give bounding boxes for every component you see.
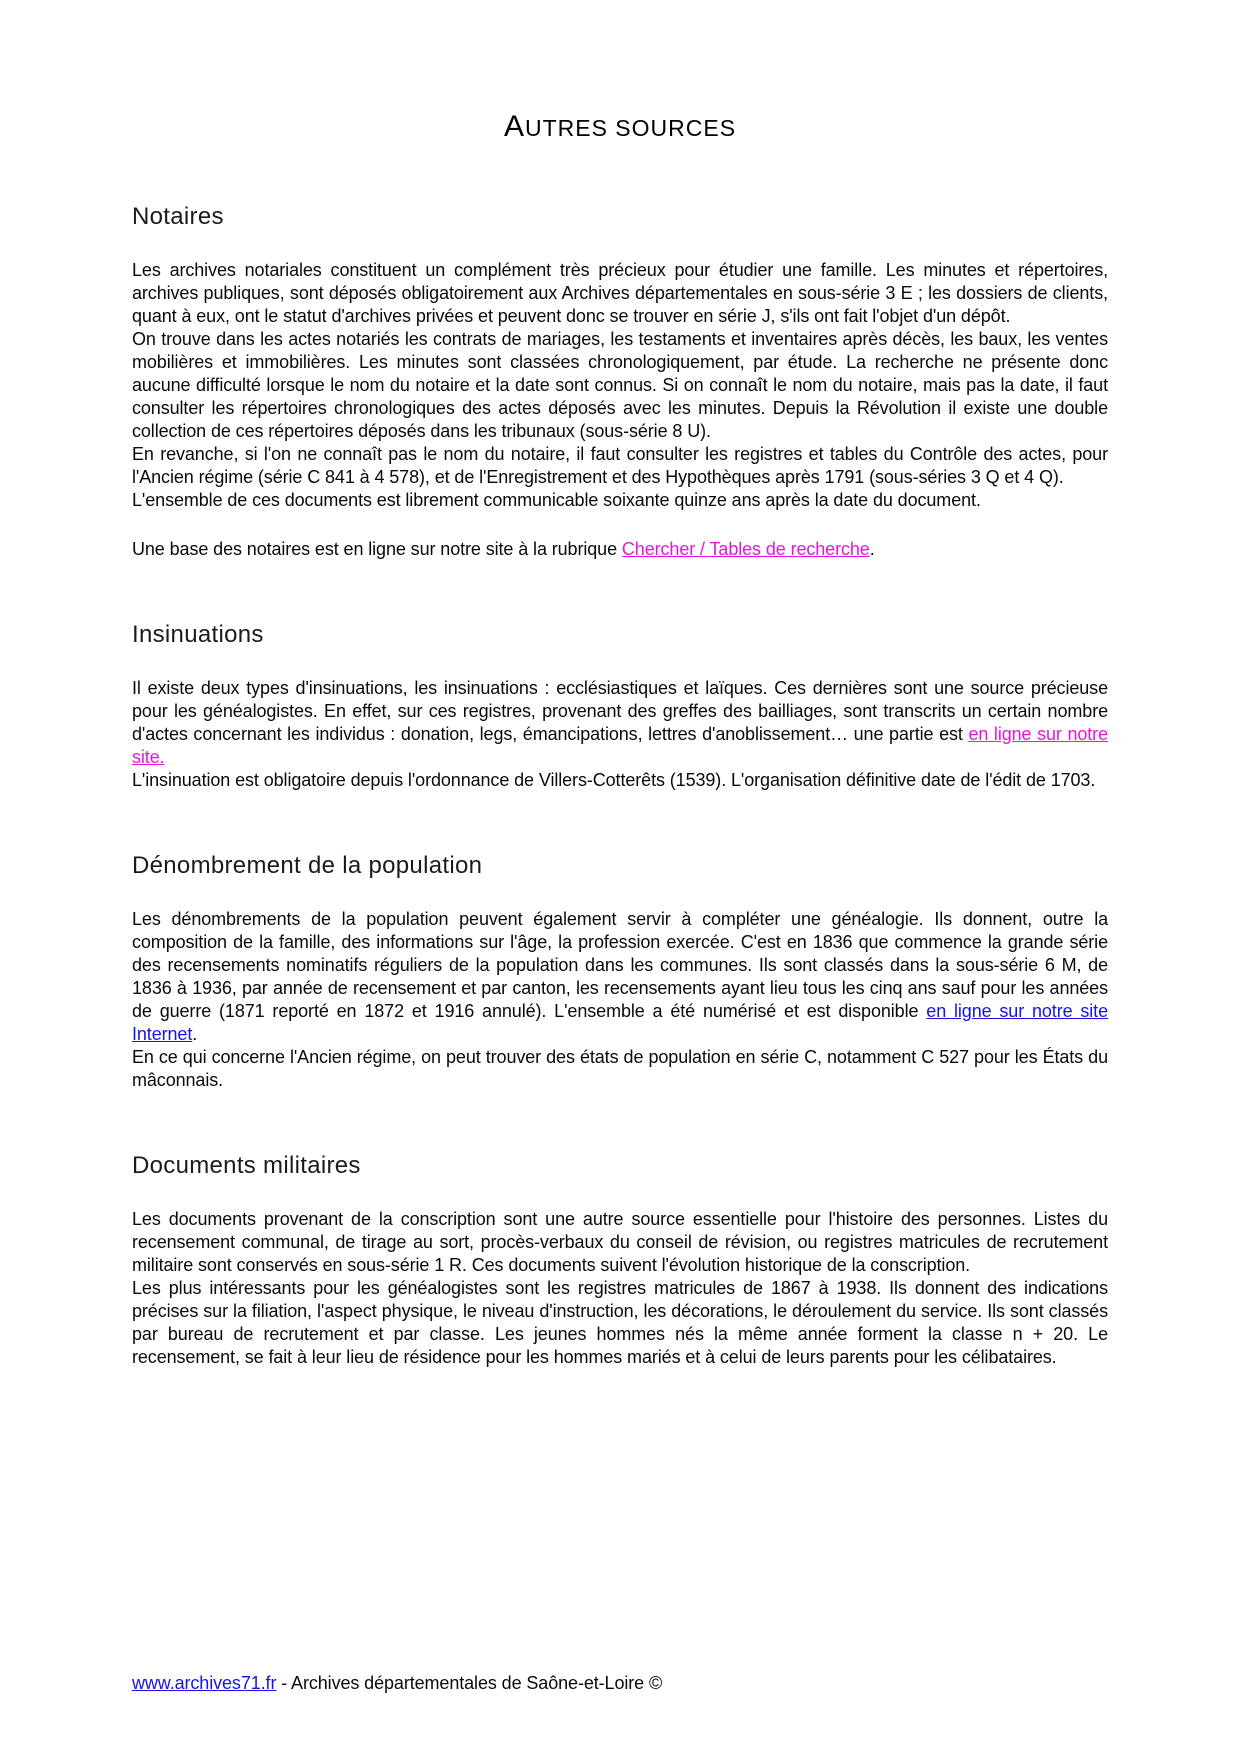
paragraph — [132, 328, 1108, 443]
page-footer — [132, 1672, 1108, 1695]
text-run: Les dénombrements de la population peuvent également servir à compléter une généalogie. Ils donnent, outre la composition de la famille, des informations sur l'âge, la profession exercée. C'est en 1836 que commence la grande série des recensements nominatifs réguliers de la population dans les communes. Ils sont classés dans la sous-série 6 M, de 1836 à 1936, par année de recensement et par canton, les recensements ayant lieu tous les cinq ans sauf pour les années de guerre (1871 reporté en 1872 et 1916 annulé). L'ensemble a été numérisé et est disponible — [132, 909, 1108, 1021]
text-run: Les documents provenant de la conscription sont une autre source essentielle pour l'histoire des personnes. Listes du recensement communal, de tirage au sort, procès-verbaux du conseil de révision, ou registres matricules de recrutement militaire sont conservés en sous-série 1 R. Ces documents suivent l'évolution historique de la conscription. — [132, 1209, 1108, 1275]
section-insinuations — [132, 621, 1108, 792]
section-heading-notaires: Notaires — [132, 203, 224, 230]
section-body-insinuations — [132, 677, 1108, 792]
section-heading-documents-militaires: Documents militaires — [132, 1152, 361, 1179]
text-run: On trouve dans les actes notariés les contrats de mariages, les testaments et inventaires après décès, les baux, les ventes mobilières et immobilières. Les minutes sont classées chronologiquement, par étude. La recherche ne présente donc aucune difficulté lorsque le nom du notaire et la date sont connus. Si on connaît le nom du notaire, mais pas la date, il faut consulter les répertoires chronologiques des actes déposés avec les minutes. Depuis la Révolution il existe une double collection de ces répertoires déposés dans les tribunaux (sous-série 8 U). — [132, 329, 1108, 441]
text-run: L'ensemble de ces documents est librement communicable soixante quinze ans après la date du document. — [132, 490, 981, 510]
text-run: - Archives départementales de Saône-et-Loire © — [276, 1673, 663, 1693]
archives71-link[interactable]: www.archives71.fr — [132, 1673, 277, 1693]
section-notaires — [132, 203, 1108, 561]
chercher-tables-link[interactable]: Chercher / Tables de recherche — [621, 539, 870, 559]
paragraph — [132, 538, 1108, 561]
section-denombrement-population — [132, 852, 1108, 1092]
paragraph — [132, 1277, 1108, 1369]
section-body-notaires — [132, 259, 1108, 561]
text-run: En ce qui concerne l'Ancien régime, on peut trouver des états de population en série C, notamment C 527 pour les États du mâconnais. — [132, 1047, 1108, 1090]
recensements-en-ligne-link[interactable]: en ligne sur notre site Internet — [132, 1001, 1108, 1044]
paragraph — [132, 259, 1108, 328]
page-title-rest: UTRES SOURCES — [524, 115, 737, 141]
page-title — [132, 108, 1108, 145]
section-body-documents-militaires — [132, 1208, 1108, 1369]
text-run: En revanche, si l'on ne connaît pas le nom du notaire, il faut consulter les registres et tables du Contrôle des actes, pour l'Ancien régime (série C 841 à 4 578), et de l'Enregistrement et des Hypothèques après 1791 (sous-séries 3 Q et 4 Q). — [132, 444, 1108, 487]
text-run: . — [869, 539, 875, 559]
section-heading-insinuations: Insinuations — [132, 621, 264, 648]
paragraph — [132, 677, 1108, 769]
text-run: Les plus intéressants pour les généalogistes sont les registres matricules de 1867 à 1938. Ils donnent des indications précises sur la filiation, l'aspect physique, le niveau d'instruction, les décorations, le déroulement du service. Ils sont classés par bureau de recrutement et par classe. Les jeunes hommes nés la même année forment la classe n + 20. Le recensement, se fait à leur lieu de résidence pour les hommes mariés et à celui de leurs parents pour les célibataires. — [132, 1278, 1108, 1367]
page-title-initial: A — [503, 110, 525, 143]
insinuations-en-ligne-link[interactable]: en ligne sur notre site. — [132, 724, 1108, 767]
paragraph — [132, 769, 1108, 792]
text-run: Une base des notaires est en ligne sur notre site à la rubrique — [132, 539, 622, 559]
section-documents-militaires — [132, 1152, 1108, 1369]
section-body-denombrement-population — [132, 908, 1108, 1092]
paragraph — [132, 489, 1108, 512]
text-run: Les archives notariales constituent un complément très précieux pour étudier une famille. Les minutes et répertoires, archives publiques, sont déposés obligatoirement aux Archives départementales en sous-série 3 E ; les dossiers de clients, quant à eux, ont le statut d'archives privées et peuvent donc se trouver en série J, s'ils ont fait l'objet d'un dépôt. — [132, 260, 1108, 326]
text-run: L'insinuation est obligatoire depuis l'ordonnance de Villers-Cotterêts (1539). L'organisation définitive date de l'édit de 1703. — [132, 770, 1096, 790]
text-run: . — [192, 1024, 198, 1044]
paragraph — [132, 1672, 1108, 1695]
paragraph — [132, 1046, 1108, 1092]
paragraph — [132, 1208, 1108, 1277]
text-run: Il existe deux types d'insinuations, les insinuations : ecclésiastiques et laïques. Ces dernières sont une source précieuse pour les généalogistes. En effet, sur ces registres, provenant des greffes des bailliages, sont transcrits un certain nombre d'actes concernant les individus : donation, legs, émancipations, lettres d'anoblissement… une partie est — [132, 678, 1108, 744]
paragraph — [132, 908, 1108, 1046]
paragraph — [132, 443, 1108, 489]
section-heading-denombrement-population: Dénombrement de la population — [132, 852, 483, 879]
